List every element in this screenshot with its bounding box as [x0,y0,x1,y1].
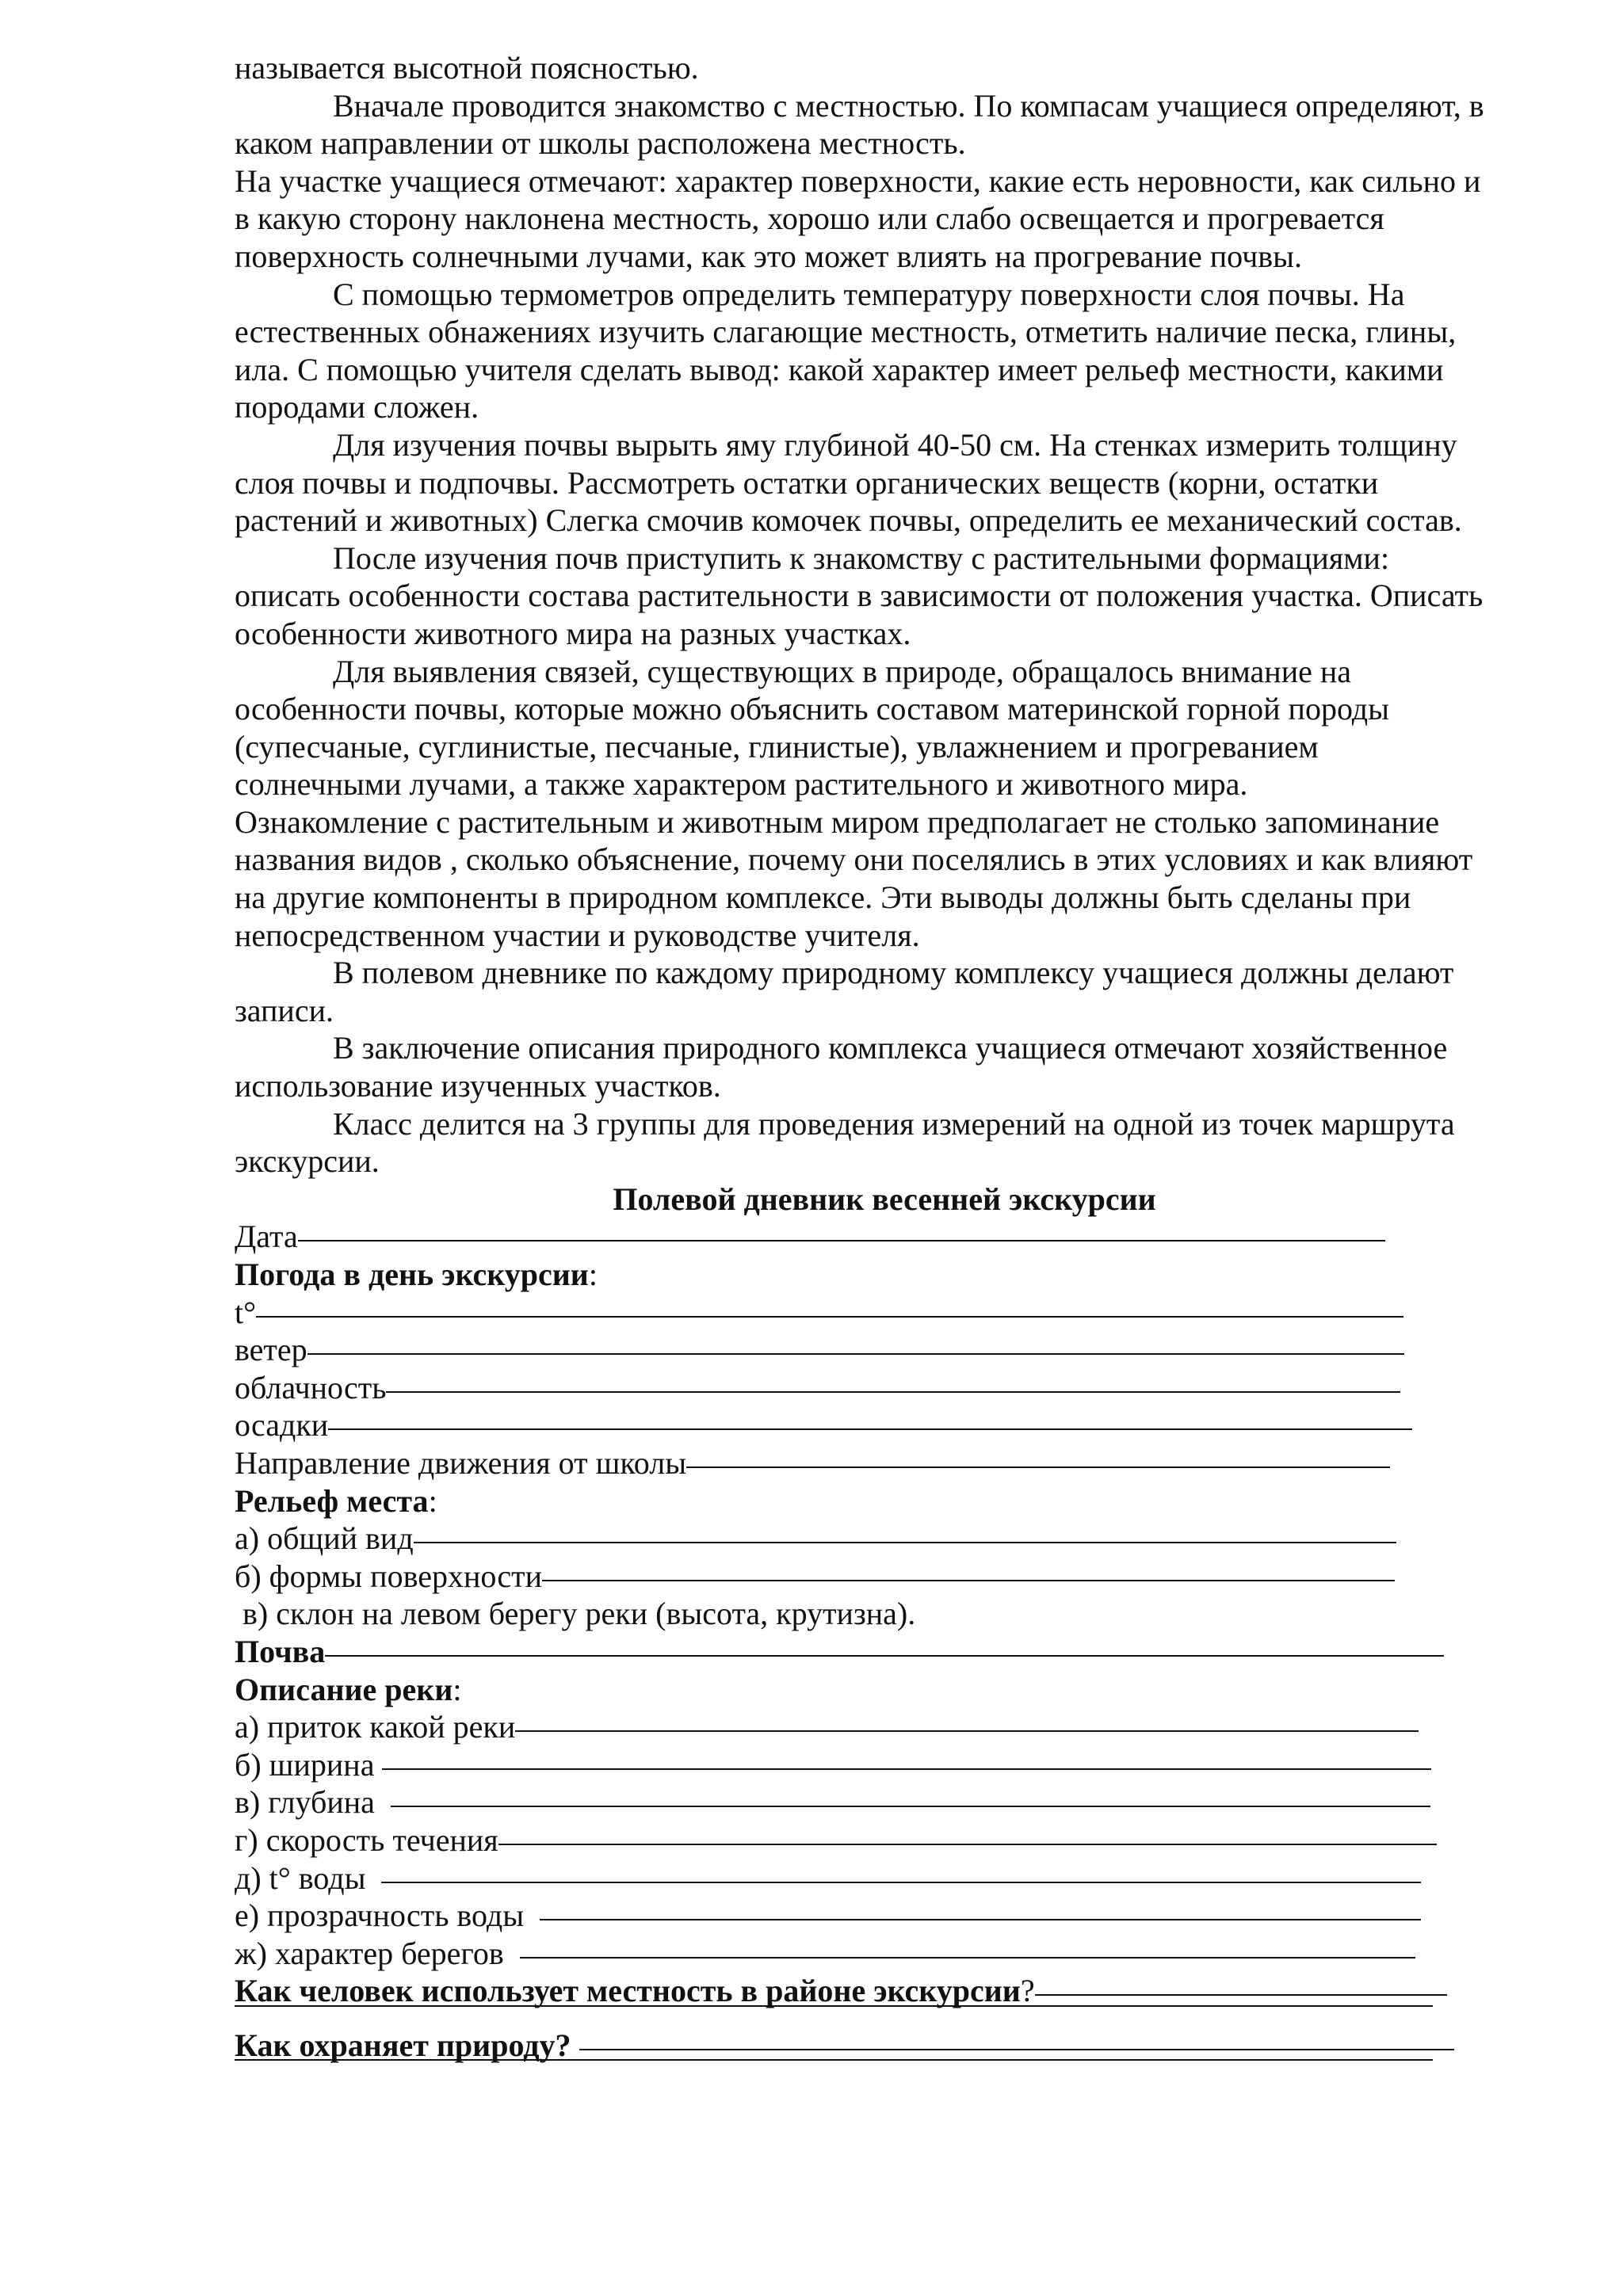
river-c-field [235,1783,1487,1821]
document-body [235,49,1487,2066]
paragraph-5: После изучения почв приступить к знакомству с растительными формациями: описать особенности состава растительности в зависимости от положения участка. Описать особенности животного мира на разных участках. [235,540,1484,651]
wind-field [235,1331,1487,1369]
relief-c-text: в) склон на левом берегу реки (высота, крутизна). [235,1596,916,1632]
usage-fill-line[interactable] [1035,1993,1447,1996]
river-b-label: б) ширина [235,1746,383,1783]
date-fill-line[interactable] [298,1239,1385,1241]
wind-label: ветер [235,1332,307,1368]
protect-continuation-field [235,2064,1487,2066]
date-label: Дата [235,1219,298,1255]
paragraph-3: С помощью термометров определить температуру поверхности слоя почвы. На естественных обнажениях изучить слагающие местность, отметить наличие песка, глины, ила. С помощью учителя сделать вывод: какой характер имеет рельеф местности, какими породами сложен. [235,276,1457,425]
soil-field [235,1633,1487,1671]
date-field [235,1218,1487,1256]
direction-field [235,1444,1487,1482]
precip-label: осадки [235,1407,329,1444]
river-d-field [235,1821,1487,1859]
cloud-label: облачность [235,1369,387,1405]
direction-fill-line[interactable] [686,1466,1390,1468]
protect-fill-line[interactable] [579,2048,1454,2050]
river-heading [235,1671,1487,1709]
protect-question: Как охраняет природу? [235,2027,579,2063]
relief-heading-colon: : [428,1482,437,1519]
river-f-fill-line[interactable] [540,1918,1421,1920]
river-e-label: д) t° воды [235,1859,382,1896]
river-b-fill-line[interactable] [382,1768,1431,1770]
river-g-label: ж) характер берегов [235,1935,520,1971]
river-f-label: е) прозрачность воды [235,1897,540,1934]
temp-label: t° [235,1294,257,1330]
relief-heading-text: Рельеф места [235,1482,429,1519]
river-e-field [235,1859,1487,1897]
river-d-fill-line[interactable] [498,1843,1437,1845]
paragraph-7: Ознакомление с растительным и животным миром предполагает не столько запоминание названия видов , сколько объяснение, почему они поселялись в этих условиях и как влияют на другие компоненты в природном комплексе. Эти выводы должны быть сделаны при непосредственном участии и руководстве учителя. [235,803,1473,953]
paragraph-1: Вначале проводится знакомство с местностью. По компасам учащиеся определяют, в каком направлении от школы расположена местность. [235,87,1484,162]
paragraph-8: В полевом дневнике по каждому природному комплексу учащиеся должны делают записи. [235,955,1454,1028]
river-heading-text: Описание реки [235,1671,453,1707]
paragraph-4: Для изучения почвы вырыть яму глубиной 40-50 см. На стенках измерить толщину слоя почвы и подпочвы. Рассмотреть остатки органических веществ (корни, остатки растений и животных) Слегка смочив комочек почвы, определить ее механический состав. [235,426,1462,539]
relief-b-field [235,1558,1487,1596]
diary-title: Полевой дневник весенней экскурсии [613,1180,1156,1217]
river-g-fill-line[interactable] [520,1956,1415,1958]
precip-fill-line[interactable] [328,1428,1412,1430]
cloud-fill-line[interactable] [386,1390,1400,1393]
river-c-label: в) глубина [235,1784,391,1821]
paragraph-2: На участке учащиеся отмечают: характер поверхности, какие есть неровности, как сильно и в какую сторону наклонена местность, хорошо или слабо освещается и прогревается поверхность солнечными лучами, как это может влиять на прогревание почвы. [235,162,1481,274]
river-b-field [235,1746,1487,1784]
paragraph-9: В заключение описания природного комплекса учащиеся отмечают хозяйственное использование изученных участков. [235,1030,1448,1104]
soil-label: Почва [235,1633,326,1669]
paragraph-10: Класс делится на 3 группы для проведения измерений на одной из точек маршрута экскурсии. [235,1105,1455,1180]
usage-question-mark: ? [1020,1973,1035,2009]
direction-label: Направление движения от школы [235,1444,687,1481]
wind-fill-line[interactable] [307,1352,1404,1355]
river-a-label: а) приток какой реки [235,1709,516,1745]
weather-heading [235,1256,1487,1294]
river-heading-colon: : [453,1671,462,1707]
paragraph-0: называется высотной поясностью. [235,50,699,86]
relief-b-fill-line[interactable] [542,1579,1395,1581]
protect-fill-line-2[interactable] [235,2058,1433,2061]
river-a-fill-line[interactable] [515,1730,1419,1732]
weather-heading-text: Погода в день экскурсии [235,1257,589,1292]
relief-a-field [235,1520,1487,1558]
relief-b-label: б) формы поверхности [235,1558,543,1594]
usage-question-text: Как человек использует местность в районе экскурсии [235,1973,1021,2009]
temp-field [235,1294,1487,1332]
usage-fill-line-2[interactable] [235,2004,1433,2007]
river-d-label: г) скорость течения [235,1821,498,1858]
river-a-field [235,1708,1487,1746]
river-e-fill-line[interactable] [381,1881,1421,1883]
cloud-field [235,1369,1487,1407]
river-g-field [235,1935,1487,1973]
soil-fill-line[interactable] [325,1654,1444,1657]
river-c-fill-line[interactable] [391,1805,1430,1807]
weather-heading-colon: : [588,1257,598,1292]
precip-field [235,1406,1487,1444]
relief-a-label: а) общий вид [235,1520,414,1557]
relief-heading [235,1482,1487,1520]
river-f-field [235,1897,1487,1935]
relief-a-fill-line[interactable] [414,1541,1396,1543]
relief-c-line [235,1595,1487,1633]
usage-continuation-field [235,2010,1487,2012]
temp-fill-line[interactable] [256,1315,1403,1318]
paragraph-6: Для выявления связей, существующих в природе, обращалось внимание на особенности почвы, которые можно объяснить составом материнской горной породы (супесчаные, суглинистые, песчаные, глинистые), увлажнением и прогреванием солнечными лучами, а также характером растительного и животного мира. [235,653,1390,803]
